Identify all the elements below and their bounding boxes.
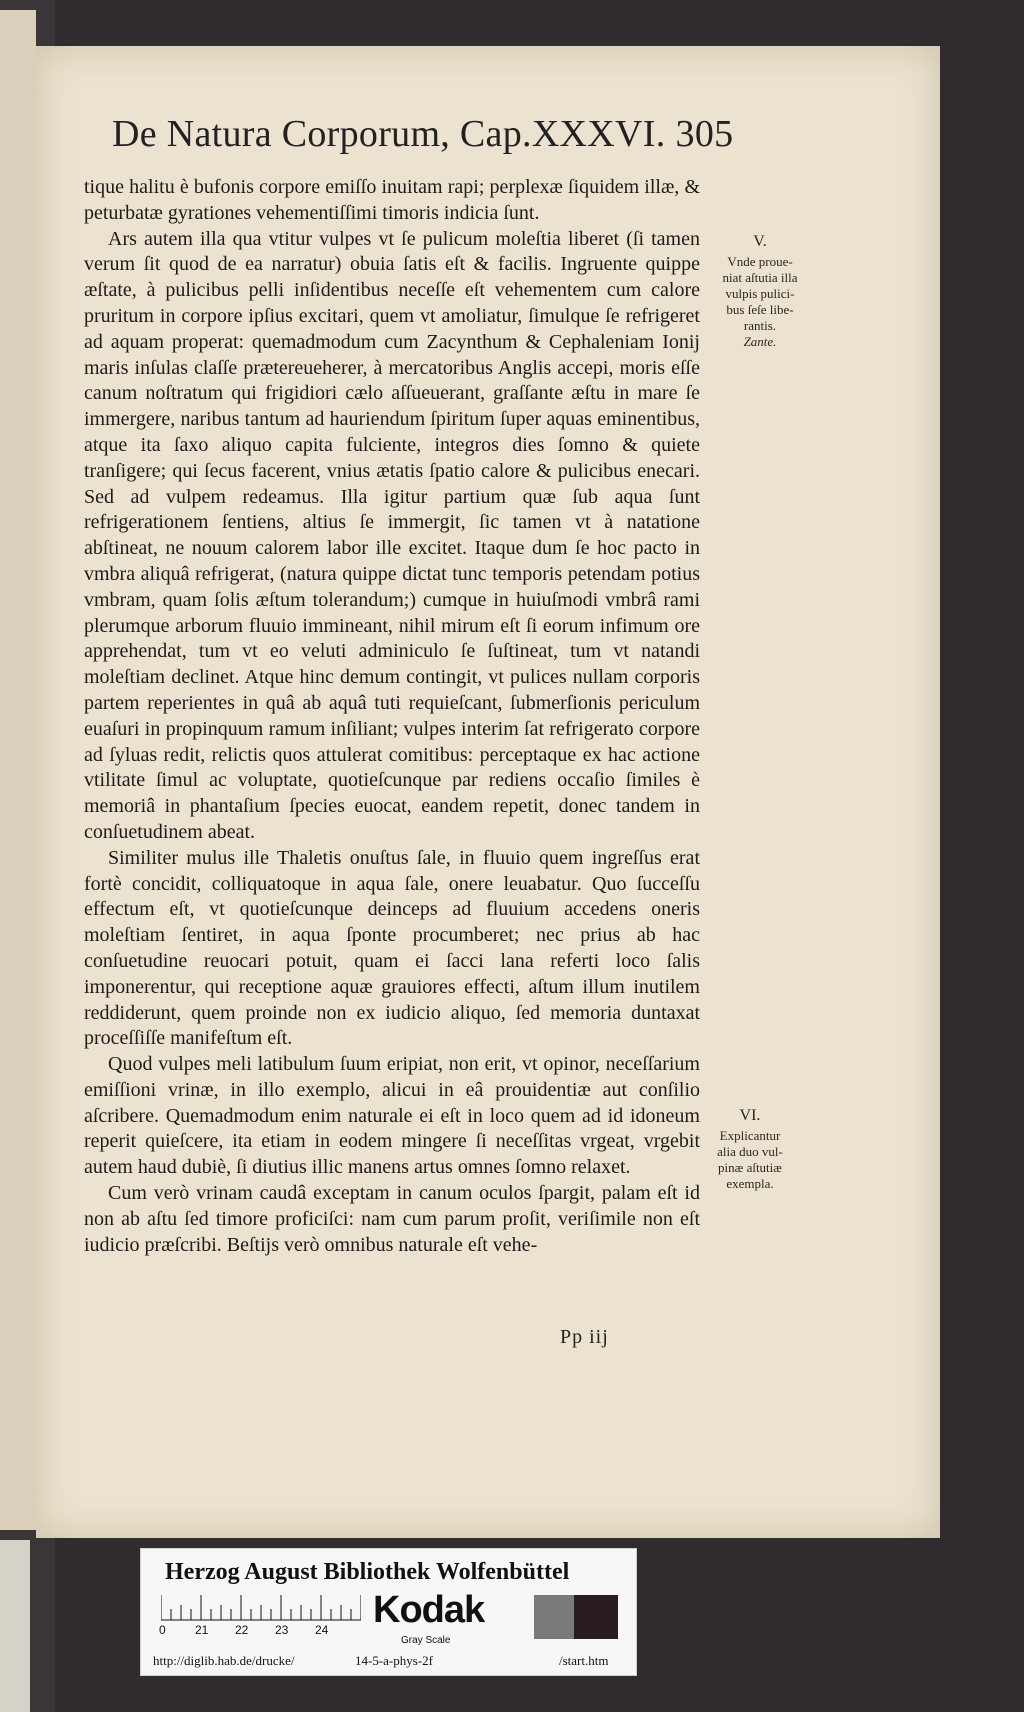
ruler-icon [161,1593,361,1621]
marginal-line: bus ſeſe libe- [726,302,794,317]
paragraph: Similiter mulus ille Thaletis onuſtus ſale, in fluuio quem ingreſſus erat fortè concidit, colliquatoque in aqua ſale, onere leuabatur. Quo ſucceſſu effectum eſt, vt quotieſcunque deinceps ad fluuium accedens oneris moleſtiam ſentiret, in aqua ſponte procumberet; nec prius ab hac conſuetudine reuocari potuit, quam ei ſacci lana referti loco ſalis imponerentur, qui receptione aquæ grauiores effecti, aſtum illum inutilem reddiderunt, quem proinde non ex iudicio aliquo, ſed memoria duntaxat proceſſiſſe manifeſtum eſt. [84,846,700,1050]
kodak-logo: Kodak [373,1589,485,1631]
library-color-card [140,1548,637,1676]
ruler-label: 0 [159,1623,166,1637]
page-number: 305 [675,113,734,155]
running-head [112,112,734,156]
marginal-line: pinæ aſtutiæ [718,1160,782,1175]
body-text [84,175,700,1258]
book-spine [0,1540,30,1712]
swatch-gray [534,1595,574,1639]
ruler-label: 23 [275,1623,289,1637]
paragraph: Cum verò vrinam caudâ exceptam in canum oculos ſpargit, palam eſt id non ab aſtu ſed timore proficiſci: nam cum parum proſit, veriſimile non eſt iudicio præſcribi. Beſtijs verò omnibus naturale eſt vehe- [84,1182,700,1256]
marginal-line: alia duo vul- [717,1144,783,1159]
grayscale-label: Gray Scale [401,1635,451,1646]
marginal-line: vulpis pulici- [725,286,795,301]
swatch-dark [574,1595,618,1639]
marginal-italic: Zante. [743,334,777,349]
paragraph: tique halitu è bufonis corpore emiſſo inuitam rapi; perplexæ ſiquidem illæ, & peturbatæ gyrationes vehementiſſimi timoris indicia ſunt. [84,176,700,224]
previous-page-edge [0,10,36,1530]
library-name: Herzog August Bibliothek Wolfenbüttel [165,1559,570,1585]
signature-mark: Pp iij [560,1326,609,1348]
gray-swatches [534,1595,618,1639]
marginal-line: Vnde proue- [727,254,793,269]
ruler-label: 22 [235,1623,249,1637]
ruler-label: 21 [195,1623,209,1637]
url-text: http://diglib.hab.de/drucke/ [153,1653,295,1668]
marginal-note-vi [698,1108,802,1192]
marginal-line: exempla. [726,1176,774,1191]
ruler-label: 24 [315,1623,329,1637]
marginal-number: VI. [739,1107,761,1124]
paragraph: Quod vulpes meli latibulum ſuum eripiat, non erit, vt opinor, neceſſarium emiſſioni vrinæ, in illo exemplo, alicui in eâ prouidentiæ aut conſilio aſcribere. Quemadmodum enim naturale ei eſt in loco quem ad id idoneum reperit quieſcere, ita etiam in eodem mingere ſi neceſſitas vrgeat, vrgebit autem haud dubiè, ſi diutius illic manens artus omnes ſomno relaxet. [84,1053,700,1179]
paragraph: Ars autem illa qua vtitur vulpes vt ſe pulicum moleſtia liberet (ſi tamen verum ſit quod de ea narratur) obuia ſatis eſt & facilis. Ingruente quippe æſtate, à pulicibus pelli inſidentibus neceſſe eſt vehementem cum calore pruritum in corpore ipſius excitari, quem vt amoliatur, ſimulque ſe refrigeret ad aquam properat: quemadmodum cum Zacynthum & Cephaleniam Ionij maris inſulas claſſe prætereueherer, à mercatoribus Anglis accepi, moris eſſe canum noſtratum qui frigidiori cælo aſſueuerant, graſſante æſtu in mare ſe immergere, naribus tantum ad hauriendum ſpiritum ſuper aquas eminentibus, atque ita ſaxo aliquo capita fulciente, integros dies ſomno & quiete tranſigere; qui ſecus facerent, vnius ætatis ſpatio calore & pulicibus enecari. Sed ad vulpem redeamus. Illa igitur partium quæ ſub aqua ſunt refrigerationem ſentiens, altius ſe immergit, ſic tamen vt à natatione abſtineat, ne nouum calorem labor ille excitet. Itaque dum ſe hoc pacto in vmbra aliquâ refrigerat, (natura quippe dictat tunc temporis petendam potius vmbram, quam ſolis æſtum tolerandum;) cumque in huiuſmodi vmbrâ rami plerumque arborum fluuio immineant, nihil mirum eſt ſi eorum infimum ore apprehendat, tum vt eo veluti adminiculo ſe ſuſtineat, tum vt natandi moleſtiam declinet. Atque hinc demum contingit, vt pulices nullam corporis partem reperientes in quâ ab aquâ tuti requieſcant, ſubmerſionis periculum euaſuri in propinquum ramum inſiliant; vulpes interim ſat refrigerato corpore ad ſyluas redit, relictis quos attulerat comitibus: perceptaque ex hac actione vtilitate ſimul ac voluptate, quotieſcunque par rediens occaſio ſimiles è memoriâ in phantaſium ſpecies euocat, eandem repetit, donec tandem in conſuetudinem abeat. [84,227,700,843]
marginal-number: V. [753,233,767,250]
marginal-note-v [712,234,808,350]
marginal-line: Explicantur [719,1128,781,1143]
marginal-line: rantis. [743,318,777,333]
running-head-title: De Natura Corporum, Cap.XXXVI. [112,113,666,155]
start-text: /start.htm [559,1653,609,1668]
shelfmark-text: 14-5-a-phys-2f [355,1653,433,1668]
marginal-line: niat aſtutia illa [722,270,798,285]
